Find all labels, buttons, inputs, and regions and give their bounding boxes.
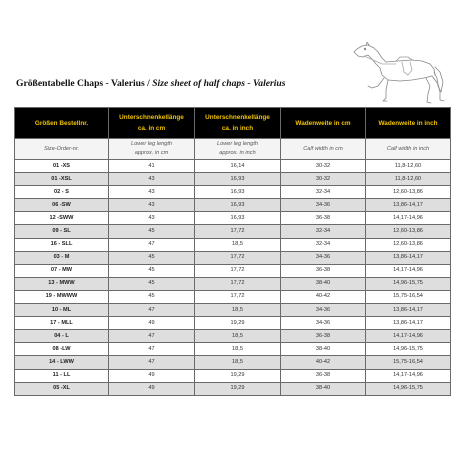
leg-length-inch-cell: 16,93 <box>195 199 281 212</box>
size-order-cell: 01 -XSL <box>15 173 109 186</box>
table-row <box>15 330 451 343</box>
leg-length-cm-cell: 41 <box>109 160 195 173</box>
calf-width-inch-cell: 14,17-14,96 <box>366 330 451 343</box>
title-separator: / <box>144 78 153 89</box>
leg-length-cm-cell: 47 <box>109 304 195 317</box>
leg-length-cm-cell: 47 <box>109 343 195 356</box>
leg-length-cm-cell: 49 <box>109 382 195 395</box>
leg-length-inch-cell: 19,29 <box>195 382 281 395</box>
header-calf-width-cm: Wadenweite in cm <box>281 108 366 139</box>
table-row <box>15 186 451 199</box>
header-leg-length-inch: Unterschnenkellänge ca. in inch <box>195 108 281 139</box>
leg-length-inch-cell: 16,14 <box>195 160 281 173</box>
leg-length-cm-cell: 49 <box>109 317 195 330</box>
table-row <box>15 356 451 369</box>
subheader-leg-length-cm: Lower leg length approx. in cm <box>109 139 195 160</box>
table-row <box>15 369 451 382</box>
calf-width-cm-cell: 36-38 <box>281 330 366 343</box>
size-order-cell: 02 - S <box>15 186 109 199</box>
leg-length-cm-cell: 45 <box>109 264 195 277</box>
size-table-body <box>15 160 451 396</box>
document-title <box>16 78 285 89</box>
size-order-cell: 04 - L <box>15 330 109 343</box>
header-size-order-nr: Größen Bestellnr. <box>15 108 109 139</box>
leg-length-inch-cell: 18,5 <box>195 304 281 317</box>
calf-width-cm-cell: 38-40 <box>281 343 366 356</box>
calf-width-inch-cell: 13,86-14,17 <box>366 317 451 330</box>
leg-length-cm-cell: 47 <box>109 356 195 369</box>
calf-width-inch-cell: 14,17-14,96 <box>366 369 451 382</box>
calf-width-inch-cell: 13,86-14,17 <box>366 304 451 317</box>
leg-length-cm-cell: 47 <box>109 330 195 343</box>
leg-length-inch-cell: 18,5 <box>195 356 281 369</box>
subheader-row <box>15 139 451 160</box>
calf-width-cm-cell: 34-36 <box>281 251 366 264</box>
calf-width-inch-cell: 12,60-13,86 <box>366 186 451 199</box>
calf-width-inch-cell: 13,86-14,17 <box>366 251 451 264</box>
leg-length-inch-cell: 18,5 <box>195 330 281 343</box>
calf-width-cm-cell: 32-34 <box>281 238 366 251</box>
calf-width-cm-cell: 30-32 <box>281 173 366 186</box>
calf-width-cm-cell: 30-32 <box>281 160 366 173</box>
size-order-cell: 01 -XS <box>15 160 109 173</box>
leg-length-inch-cell: 16,93 <box>195 186 281 199</box>
leg-length-inch-cell: 17,72 <box>195 290 281 303</box>
calf-width-inch-cell: 14,17-14,96 <box>366 264 451 277</box>
calf-width-cm-cell: 34-36 <box>281 304 366 317</box>
table-row <box>15 317 451 330</box>
size-order-cell: 07 - MW <box>15 264 109 277</box>
size-order-cell: 03 - M <box>15 251 109 264</box>
table-row <box>15 264 451 277</box>
calf-width-cm-cell: 40-42 <box>281 290 366 303</box>
size-order-cell: 06 -SW <box>15 199 109 212</box>
table-row <box>15 382 451 395</box>
size-order-cell: 19 - MWWW <box>15 290 109 303</box>
calf-width-cm-cell: 36-38 <box>281 369 366 382</box>
leg-length-inch-cell: 19,29 <box>195 369 281 382</box>
size-order-cell: 05 -XL <box>15 382 109 395</box>
size-order-cell: 14 - LWW <box>15 356 109 369</box>
table-row <box>15 304 451 317</box>
calf-width-inch-cell: 12,60-13,86 <box>366 225 451 238</box>
calf-width-inch-cell: 15,75-16,54 <box>366 356 451 369</box>
calf-width-cm-cell: 32-34 <box>281 225 366 238</box>
size-order-cell: 08 -LW <box>15 343 109 356</box>
calf-width-cm-cell: 34-36 <box>281 317 366 330</box>
size-order-cell: 16 - SLL <box>15 238 109 251</box>
leg-length-inch-cell: 19,29 <box>195 317 281 330</box>
calf-width-cm-cell: 34-36 <box>281 199 366 212</box>
size-order-cell: 09 - SL <box>15 225 109 238</box>
calf-width-inch-cell: 14,96-15,75 <box>366 277 451 290</box>
leg-length-inch-cell: 17,72 <box>195 277 281 290</box>
table-row <box>15 343 451 356</box>
leg-length-cm-cell: 45 <box>109 277 195 290</box>
calf-width-inch-cell: 15,75-16,54 <box>366 290 451 303</box>
table-row <box>15 199 451 212</box>
table-row <box>15 173 451 186</box>
calf-width-inch-cell: 14,96-15,75 <box>366 343 451 356</box>
table-row <box>15 238 451 251</box>
table-row <box>15 290 451 303</box>
size-order-cell: 12 -SWW <box>15 212 109 225</box>
title-subtitle: Size sheet of half chaps - Valerius <box>152 78 286 89</box>
calf-width-inch-cell: 13,86-14,17 <box>366 199 451 212</box>
calf-width-inch-cell: 11,8-12,60 <box>366 173 451 186</box>
calf-width-cm-cell: 36-38 <box>281 264 366 277</box>
title-main: Größentabelle Chaps - Valerius <box>16 78 145 89</box>
calf-width-cm-cell: 32-34 <box>281 186 366 199</box>
calf-width-inch-cell: 14,17-14,96 <box>366 212 451 225</box>
leg-length-inch-cell: 16,93 <box>195 212 281 225</box>
table-row <box>15 212 451 225</box>
header-calf-width-inch: Wadenweite in inch <box>366 108 451 139</box>
table-row <box>15 277 451 290</box>
leg-length-cm-cell: 45 <box>109 225 195 238</box>
leg-length-inch-cell: 17,72 <box>195 264 281 277</box>
leg-length-inch-cell: 17,72 <box>195 251 281 264</box>
leg-length-cm-cell: 47 <box>109 238 195 251</box>
size-order-cell: 13 - MWW <box>15 277 109 290</box>
subheader-calf-width-inch: Calf width in inch <box>366 139 451 160</box>
leg-length-inch-cell: 17,72 <box>195 225 281 238</box>
calf-width-cm-cell: 38-40 <box>281 277 366 290</box>
subheader-leg-length-inch: Lower leg length approx. in inch <box>195 139 281 160</box>
calf-width-inch-cell: 14,96-15,75 <box>366 382 451 395</box>
leg-length-cm-cell: 49 <box>109 369 195 382</box>
header-row <box>15 108 451 139</box>
leg-length-inch-cell: 16,93 <box>195 173 281 186</box>
leg-length-inch-cell: 18,5 <box>195 343 281 356</box>
table-row <box>15 225 451 238</box>
calf-width-cm-cell: 40-42 <box>281 356 366 369</box>
leg-length-cm-cell: 45 <box>109 290 195 303</box>
leg-length-cm-cell: 43 <box>109 199 195 212</box>
calf-width-inch-cell: 12,60-13,86 <box>366 238 451 251</box>
subheader-size-order-nr: Size-Order-nr. <box>15 139 109 160</box>
header-leg-length-cm: Unterschnenkellänge ca. in cm <box>109 108 195 139</box>
leg-length-cm-cell: 43 <box>109 212 195 225</box>
leg-length-cm-cell: 43 <box>109 173 195 186</box>
leg-length-cm-cell: 45 <box>109 251 195 264</box>
leg-length-cm-cell: 43 <box>109 186 195 199</box>
size-order-cell: 10 - ML <box>15 304 109 317</box>
size-order-cell: 17 - MLL <box>15 317 109 330</box>
subheader-calf-width-cm: Calf width in cm <box>281 139 366 160</box>
table-row <box>15 251 451 264</box>
calf-width-cm-cell: 38-40 <box>281 382 366 395</box>
size-table <box>14 107 451 396</box>
leg-length-inch-cell: 18,5 <box>195 238 281 251</box>
table-row <box>15 160 451 173</box>
calf-width-cm-cell: 36-38 <box>281 212 366 225</box>
size-order-cell: 11 - LL <box>15 369 109 382</box>
horse-chaps-illustration <box>352 42 446 106</box>
calf-width-inch-cell: 11,8-12,60 <box>366 160 451 173</box>
